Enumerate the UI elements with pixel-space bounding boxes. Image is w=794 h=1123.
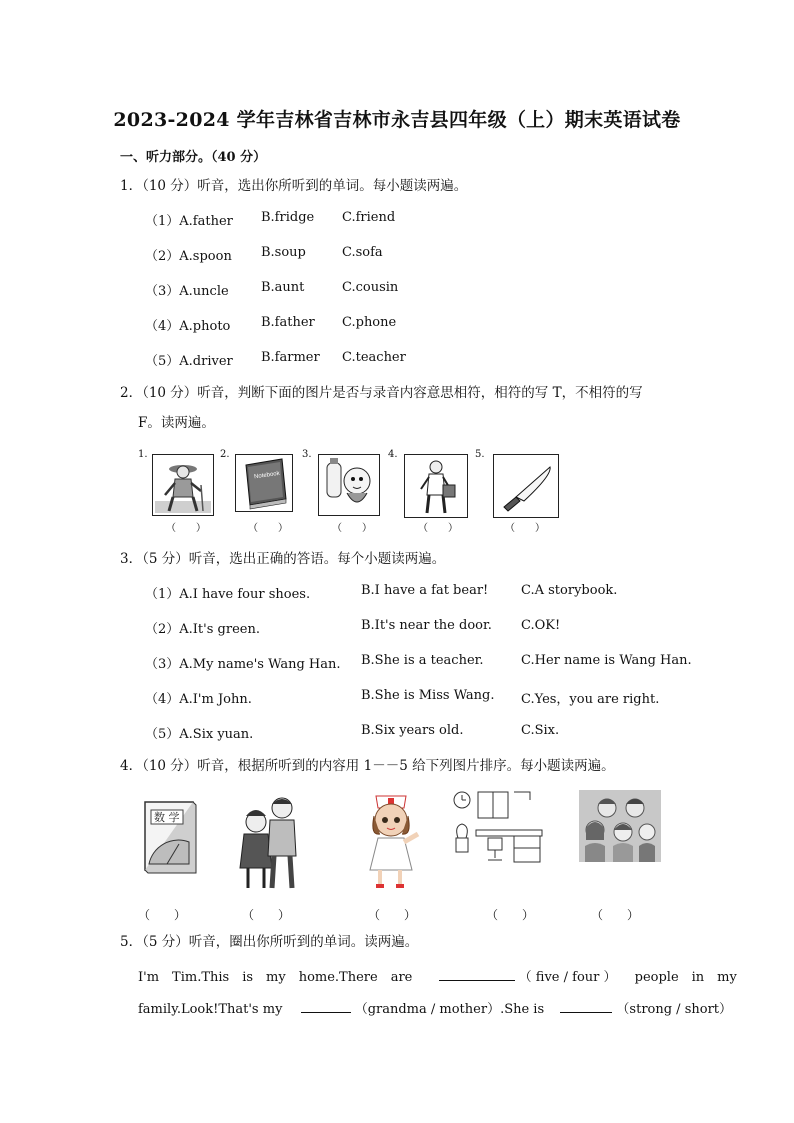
option-b: B.father xyxy=(261,315,315,330)
q5-passage-line-2 xyxy=(138,998,732,1017)
answer-paren: （ ） xyxy=(418,523,458,534)
math-book-icon xyxy=(141,798,197,876)
answer-paren: （ ） xyxy=(591,908,640,922)
option-c: C.sofa xyxy=(342,245,383,260)
baby-bottle-icon xyxy=(318,454,380,516)
q5-stem: 5．（5 分）听音，圈出你所听到的单词。读两遍。 xyxy=(120,934,419,950)
option-b: B.aunt xyxy=(261,280,305,295)
choice-options: （strong / short） xyxy=(616,1002,733,1017)
choice-options: （ five / four ） xyxy=(518,970,617,985)
q4-stem: 4．（10 分）听音，根据所听到的内容用 1－－5 给下列图片排序。每小题读两遍。 xyxy=(120,758,615,774)
knife-icon xyxy=(493,454,559,518)
farmer-icon xyxy=(152,454,214,516)
option-a: （5）A.Six yuan. xyxy=(145,727,254,742)
option-b: B.farmer xyxy=(261,350,320,365)
notebook-icon xyxy=(235,454,293,512)
study-room-icon xyxy=(452,790,544,866)
option-a: （2）A.It's green. xyxy=(145,622,260,637)
option-c: C.Yes，you are right. xyxy=(521,692,660,707)
option-a: （4）A.I'm John. xyxy=(145,692,252,707)
option-a: （1）A.father xyxy=(145,214,233,229)
option-b: B.She is Miss Wang. xyxy=(361,688,495,703)
answer-paren: （ ） xyxy=(332,523,372,534)
answer-paren: （ ） xyxy=(166,523,206,534)
option-a: （4）A.photo xyxy=(145,319,231,334)
q1-stem: 1．（10 分）听音，选出你所听到的单词。每小题读两遍。 xyxy=(120,178,468,194)
answer-blank[interactable] xyxy=(301,1000,351,1013)
option-c: C.OK! xyxy=(521,618,561,633)
q2-stem-cont: F。读两遍。 xyxy=(138,415,215,431)
q3-stem: 3．（5 分）听音，选出正确的答语。每个小题读两遍。 xyxy=(120,551,446,567)
option-c: C.Her name is Wang Han. xyxy=(521,653,692,668)
picture-number: 4. xyxy=(388,449,398,460)
q5-passage-line-1 xyxy=(138,966,737,985)
picture-number: 1. xyxy=(138,449,148,460)
q2-picture-row xyxy=(138,449,568,534)
passage-text: family.Look!That's my xyxy=(138,1002,283,1017)
answer-blank[interactable] xyxy=(439,968,515,981)
picture-number: 5. xyxy=(475,449,485,460)
option-c: C.Six. xyxy=(521,723,560,738)
option-b: B.She is a teacher. xyxy=(361,653,484,668)
answer-paren: （ ） xyxy=(505,523,545,534)
option-a: （3）A.My name's Wang Han. xyxy=(145,657,341,672)
answer-blank[interactable] xyxy=(560,1000,612,1013)
answer-paren: （ ） xyxy=(368,908,417,922)
option-c: C.cousin xyxy=(342,280,399,295)
family-photo-icon xyxy=(579,790,661,862)
svg-text:数 学: 数 学 xyxy=(154,811,180,824)
answer-paren: （ ） xyxy=(248,523,288,534)
option-c: C.friend xyxy=(342,210,396,225)
q2-stem: 2．（10 分）听音，判断下面的图片是否与录音内容意思相符，相符的写 T，不相符的写 xyxy=(120,385,643,401)
option-c: C.phone xyxy=(342,315,397,330)
passage-text: people in my xyxy=(634,970,737,985)
choice-options: （grandma / mother）.She is xyxy=(354,1002,545,1017)
option-b: B.soup xyxy=(261,245,306,260)
answer-paren: （ ） xyxy=(242,908,291,922)
man-with-bag-icon xyxy=(404,454,468,518)
option-b: B.Six years old. xyxy=(361,723,464,738)
option-a: （5）A.driver xyxy=(145,354,233,369)
picture-number: 3. xyxy=(302,449,312,460)
option-a: （3）A.uncle xyxy=(145,284,229,299)
option-a: （2）A.spoon xyxy=(145,249,232,264)
option-c: C.teacher xyxy=(342,350,406,365)
answer-paren: （ ） xyxy=(138,908,187,922)
option-c: C.A storybook. xyxy=(521,583,618,598)
svg-text:Notebook: Notebook xyxy=(253,470,281,481)
option-b: B.fridge xyxy=(261,210,315,225)
section-heading: 一、听力部分。（40 分） xyxy=(120,150,267,165)
page-title: 2023-2024 学年吉林省吉林市永吉县四年级（上）期末英语试卷 xyxy=(113,109,681,131)
answer-paren: （ ） xyxy=(486,908,535,922)
couple-icon xyxy=(234,792,304,892)
nurse-icon xyxy=(356,786,428,892)
option-b: B.It's near the door. xyxy=(361,618,492,633)
passage-text: I'm Tim.This is my home.There are xyxy=(138,970,413,985)
q4-picture-row xyxy=(138,786,678,926)
option-a: （1）A.I have four shoes. xyxy=(145,587,311,602)
option-b: B.I have a fat bear! xyxy=(361,583,489,598)
picture-number: 2. xyxy=(220,449,230,460)
